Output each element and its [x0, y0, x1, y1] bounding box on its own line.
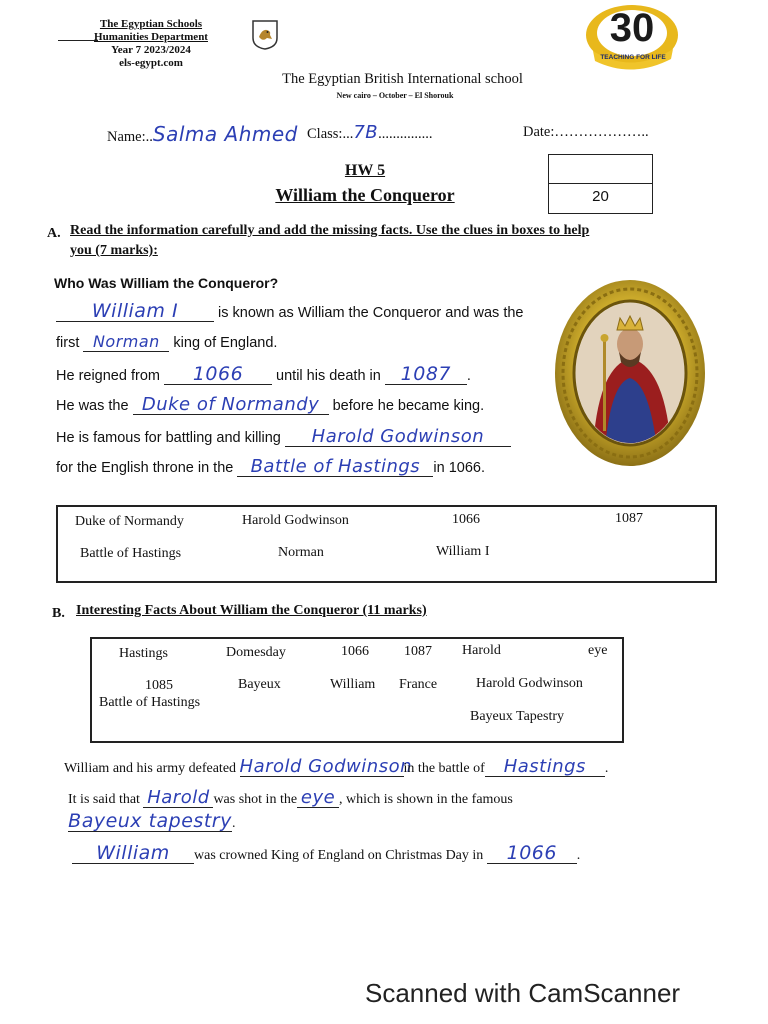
clue-a-1: Duke of Normandy: [75, 514, 184, 529]
fact-b-1-post: .: [604, 761, 609, 776]
clue-a-2: Harold Godwinson: [242, 513, 349, 528]
fact-b-1-mid: in the battle of: [403, 761, 485, 776]
clue-b-eye: eye: [588, 643, 608, 658]
fact-line-3-pre: He reigned from: [56, 368, 160, 384]
fact-b-4-mid: was crowned King of England on Christmas Day in: [194, 848, 484, 863]
clue-a-7: William I: [436, 544, 490, 559]
org-line-1: The Egyptian Schools: [99, 18, 203, 30]
fact-b-4: [72, 844, 580, 864]
clue-b-1085: 1085: [145, 678, 173, 693]
fact-line-1: [56, 302, 523, 322]
fact-b-2-pre: It is said that: [68, 792, 140, 807]
answer-1066: 1066: [192, 363, 244, 385]
year-line: Year 7 2023/2024: [111, 44, 191, 56]
score-value: 20: [592, 188, 609, 205]
website-text: els-egypt.com: [119, 57, 183, 69]
clue-b-domesday: Domesday: [226, 645, 286, 660]
section-a-instruction-2: you (7 marks):: [70, 243, 158, 258]
fact-b-2: [68, 789, 513, 808]
fact-line-2: [56, 334, 277, 352]
fact-line-4-pre: He was the: [56, 398, 129, 414]
fact-line-6-pre: for the English throne in the: [56, 460, 234, 476]
anniversary-badge: [583, 3, 681, 71]
clue-b-battle-of-hastings: Battle of Hastings: [99, 695, 201, 710]
class-dots: ...............: [378, 126, 433, 142]
section-a-instruction-1: Read the information carefully and add the missing facts. Use the clues in boxes to help: [70, 223, 590, 238]
fact-b-3-post: .: [232, 816, 236, 831]
answer-duke-of-normandy: Duke of Normandy: [141, 394, 320, 415]
section-b-heading: Interesting Facts About William the Conqueror (11 marks): [76, 603, 427, 618]
class-field: [307, 122, 433, 143]
clue-b-hastings: Hastings: [119, 646, 168, 661]
answer-norman: Norman: [92, 332, 160, 351]
scanner-watermark: Scanned with CamScanner: [365, 978, 681, 1008]
date-field: Date:………………..: [523, 124, 649, 140]
name-answer: Salma Ahmed: [152, 122, 298, 146]
answer-b-harold: Harold: [147, 787, 210, 808]
name-field: [107, 122, 298, 146]
worksheet-title: William the Conqueror: [275, 185, 455, 205]
section-b-clue-box: [90, 637, 624, 743]
answer-b-1066: 1066: [506, 842, 557, 864]
clue-a-3: 1066: [452, 512, 480, 527]
clue-a-4: 1087: [615, 511, 643, 526]
strike-mark: [58, 40, 98, 41]
clue-b-bayeux: Bayeux: [238, 677, 281, 692]
answer-battle-of-hastings: Battle of Hastings: [250, 456, 421, 477]
class-answer: 7B: [353, 122, 379, 143]
fact-line-1-text: is known as William the Conqueror and was the: [218, 305, 524, 321]
name-label: Name:..: [107, 129, 153, 145]
fact-line-2-post: king of England.: [173, 335, 278, 351]
clue-b-harold-godwinson: Harold Godwinson: [476, 676, 583, 691]
fact-b-4-post: .: [576, 848, 581, 863]
william-portrait: [553, 278, 708, 468]
fact-b-2-post: , which is shown in the famous: [339, 792, 513, 807]
clue-a-6: Norman: [278, 545, 324, 560]
class-label: Class:...: [307, 126, 354, 142]
fact-line-3-mid: until his death in: [276, 368, 381, 384]
badge-number: 30: [609, 6, 655, 50]
answer-b-william: William: [96, 842, 170, 864]
fact-b-1-pre: William and his army defeated: [64, 761, 237, 776]
fact-line-4-post: before he became king.: [332, 398, 485, 414]
badge-motto: TEACHING FOR LIFE: [600, 54, 666, 61]
fact-line-5: [56, 428, 511, 447]
fact-line-3-post: .: [466, 368, 471, 384]
school-branches: New cairo – October – El Shorouk: [336, 91, 454, 100]
school-name: The Egyptian British International school: [282, 71, 523, 87]
answer-b-bayeux-tapestry: Bayeux tapestry: [68, 810, 232, 832]
answer-william-i: William I: [91, 300, 179, 322]
fact-line-5-pre: He is famous for battling and killing: [56, 430, 281, 446]
clue-b-france: France: [399, 677, 438, 692]
clue-b-1066: 1066: [341, 644, 369, 659]
answer-1087: 1087: [400, 363, 452, 385]
homework-number: HW 5: [344, 162, 386, 179]
section-a-clue-box: [56, 505, 717, 583]
clue-b-bayeux-tapestry: Bayeux Tapestry: [470, 709, 565, 724]
section-a-subheading: Who Was William the Conqueror?: [54, 275, 279, 291]
department-block: [66, 18, 236, 70]
answer-harold-godwinson: Harold Godwinson: [311, 426, 485, 447]
section-a-letter: A.: [47, 226, 61, 241]
fact-b-3: [68, 812, 236, 832]
fact-line-4: [56, 396, 484, 415]
org-line-2: Humanities Department: [94, 31, 208, 43]
clue-a-5: Battle of Hastings: [80, 546, 182, 561]
school-crest-icon: [250, 18, 280, 50]
fact-line-6-post: in 1066.: [433, 460, 485, 476]
clue-b-harold: Harold: [462, 643, 501, 658]
fact-b-1: [64, 758, 608, 777]
score-divider: [549, 183, 652, 184]
score-box: [548, 154, 653, 214]
answer-b-hastings: Hastings: [503, 756, 586, 777]
fact-b-2-mid: was shot in the: [213, 792, 298, 807]
answer-b-eye: eye: [300, 787, 336, 808]
clue-b-william: William: [330, 677, 376, 692]
fact-line-3: [56, 365, 471, 385]
fact-line-2-pre: first: [56, 335, 80, 351]
fact-line-6: [56, 458, 485, 477]
answer-b-harold-godwinson: Harold Godwinson: [239, 756, 412, 777]
clue-b-1087: 1087: [404, 644, 432, 659]
section-b-letter: B.: [52, 606, 65, 621]
